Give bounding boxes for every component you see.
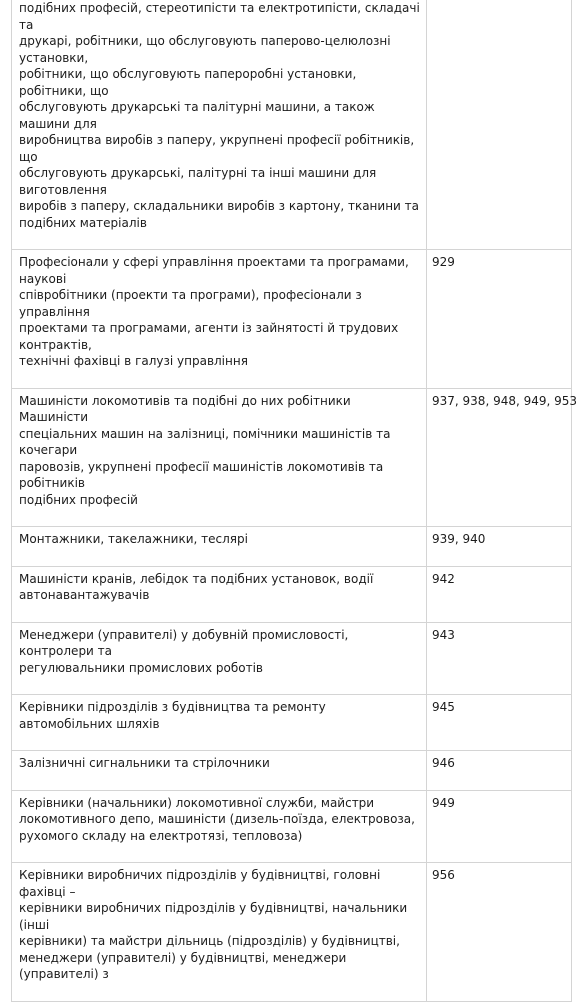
profession-cell [12, 751, 427, 791]
profession-cell [12, 790, 427, 863]
profession-line: Керівники підрозділів з будівництва та ремонту автомобільних шляхів [19, 700, 326, 731]
profession-line: співробітники (проекти та програми), професіонали з управління [19, 288, 362, 319]
table-row [12, 566, 572, 622]
profession-line: Керівники виробничих підрозділів у будівництві, головні фахівці – [19, 868, 381, 899]
profession-line: технічні фахівці в галузі управління [19, 354, 248, 368]
code-cell: 949 [427, 790, 572, 863]
profession-codes-table [11, 0, 577, 1002]
table-row [12, 622, 572, 695]
profession-cell [12, 695, 427, 751]
profession-line: менеджери (управителі) у будівництві, менеджери (управителі) з [19, 950, 347, 981]
table-row [12, 751, 572, 791]
profession-cell [12, 566, 427, 622]
profession-line: регулювальники промислових роботів [19, 660, 264, 675]
profession-line: спеціальних машин на залізниці, помічники машиністів та кочегари [19, 426, 391, 457]
profession-cell [12, 388, 427, 527]
code-cell: 929 [427, 250, 572, 389]
code-cell: 943 [427, 622, 572, 695]
profession-line: обслуговують друкарські та палітурні машини, а також машини для [19, 100, 375, 131]
profession-line: друкарі, робітники, що обслуговують паперово-целюлозні установки, [19, 34, 391, 65]
profession-cell [12, 250, 427, 389]
table-body [12, 0, 577, 1001]
profession-line: виробництва виробів з паперу, укрупнені професії робітників, що [19, 133, 415, 164]
profession-line: Менеджери (управителі) у добувній промисловості, контролери та [19, 627, 349, 658]
profession-line: Машиністи кранів, лебідок та подібних установок, водії [19, 571, 374, 586]
profession-line: проектами та програмами, агенти із зайнятості й трудових контрактів, [19, 321, 399, 352]
profession-cell [12, 622, 427, 695]
profession-line: керівники) та майстри дільниць (підрозділів) у будівництві, [19, 934, 400, 948]
code-cell [427, 0, 572, 250]
profession-line: Керівники (начальники) локомотивної служби, майстри [19, 795, 375, 810]
profession-line: паровозів, укрупнені професії машиністів локомотивів та робітників [19, 459, 384, 490]
profession-line: локомотивного депо, машиністи (дизель-поїзда, електровоза, [19, 812, 415, 826]
profession-line: Професіонали у сфері управління проектами та програмами, наукові [19, 255, 409, 286]
profession-line: виробів з паперу, складальники виробів з картону, тканини та [19, 199, 420, 213]
profession-line: подібних професій [19, 492, 138, 507]
profession-cell [12, 863, 427, 1002]
profession-line: рухомого складу на електротязі, тепловоза) [19, 828, 303, 843]
code-cell: 956 [427, 863, 572, 1002]
profession-line: Машиністи локомотивів та подібні до них робітники Машиністи [19, 393, 351, 424]
table-row [12, 0, 572, 250]
profession-line: робітники, що обслуговують папероробні установки, робітники, що [19, 67, 357, 98]
table-row [12, 250, 572, 389]
profession-line: обслуговують друкарські, палітурні та інші машини для виготовлення [19, 166, 377, 197]
table-row [12, 863, 572, 1002]
profession-line: подібних матеріалів [19, 215, 147, 230]
profession-line: Монтажники, такелажники, теслярі [19, 532, 248, 546]
profession-line: подібних професій, стереотипісти та електротипісти, складачі та [19, 1, 420, 32]
table-row [12, 695, 572, 751]
code-cell: 946 [427, 751, 572, 791]
profession-line: автонавантажувачів [19, 588, 150, 602]
code-cell: 937, 938, 948, 949, 953 [427, 388, 572, 527]
table-row [12, 527, 572, 567]
table-row [12, 388, 572, 527]
profession-cell [12, 0, 427, 250]
profession-line: керівники виробничих підрозділів у будівництві, начальники (інші [19, 901, 408, 932]
profession-cell [12, 527, 427, 567]
code-cell: 945 [427, 695, 572, 751]
code-cell: 939, 940 [427, 527, 572, 567]
code-cell: 942 [427, 566, 572, 622]
profession-line: Залізничні сигнальники та стрілочники [19, 756, 270, 770]
table-row [12, 790, 572, 863]
